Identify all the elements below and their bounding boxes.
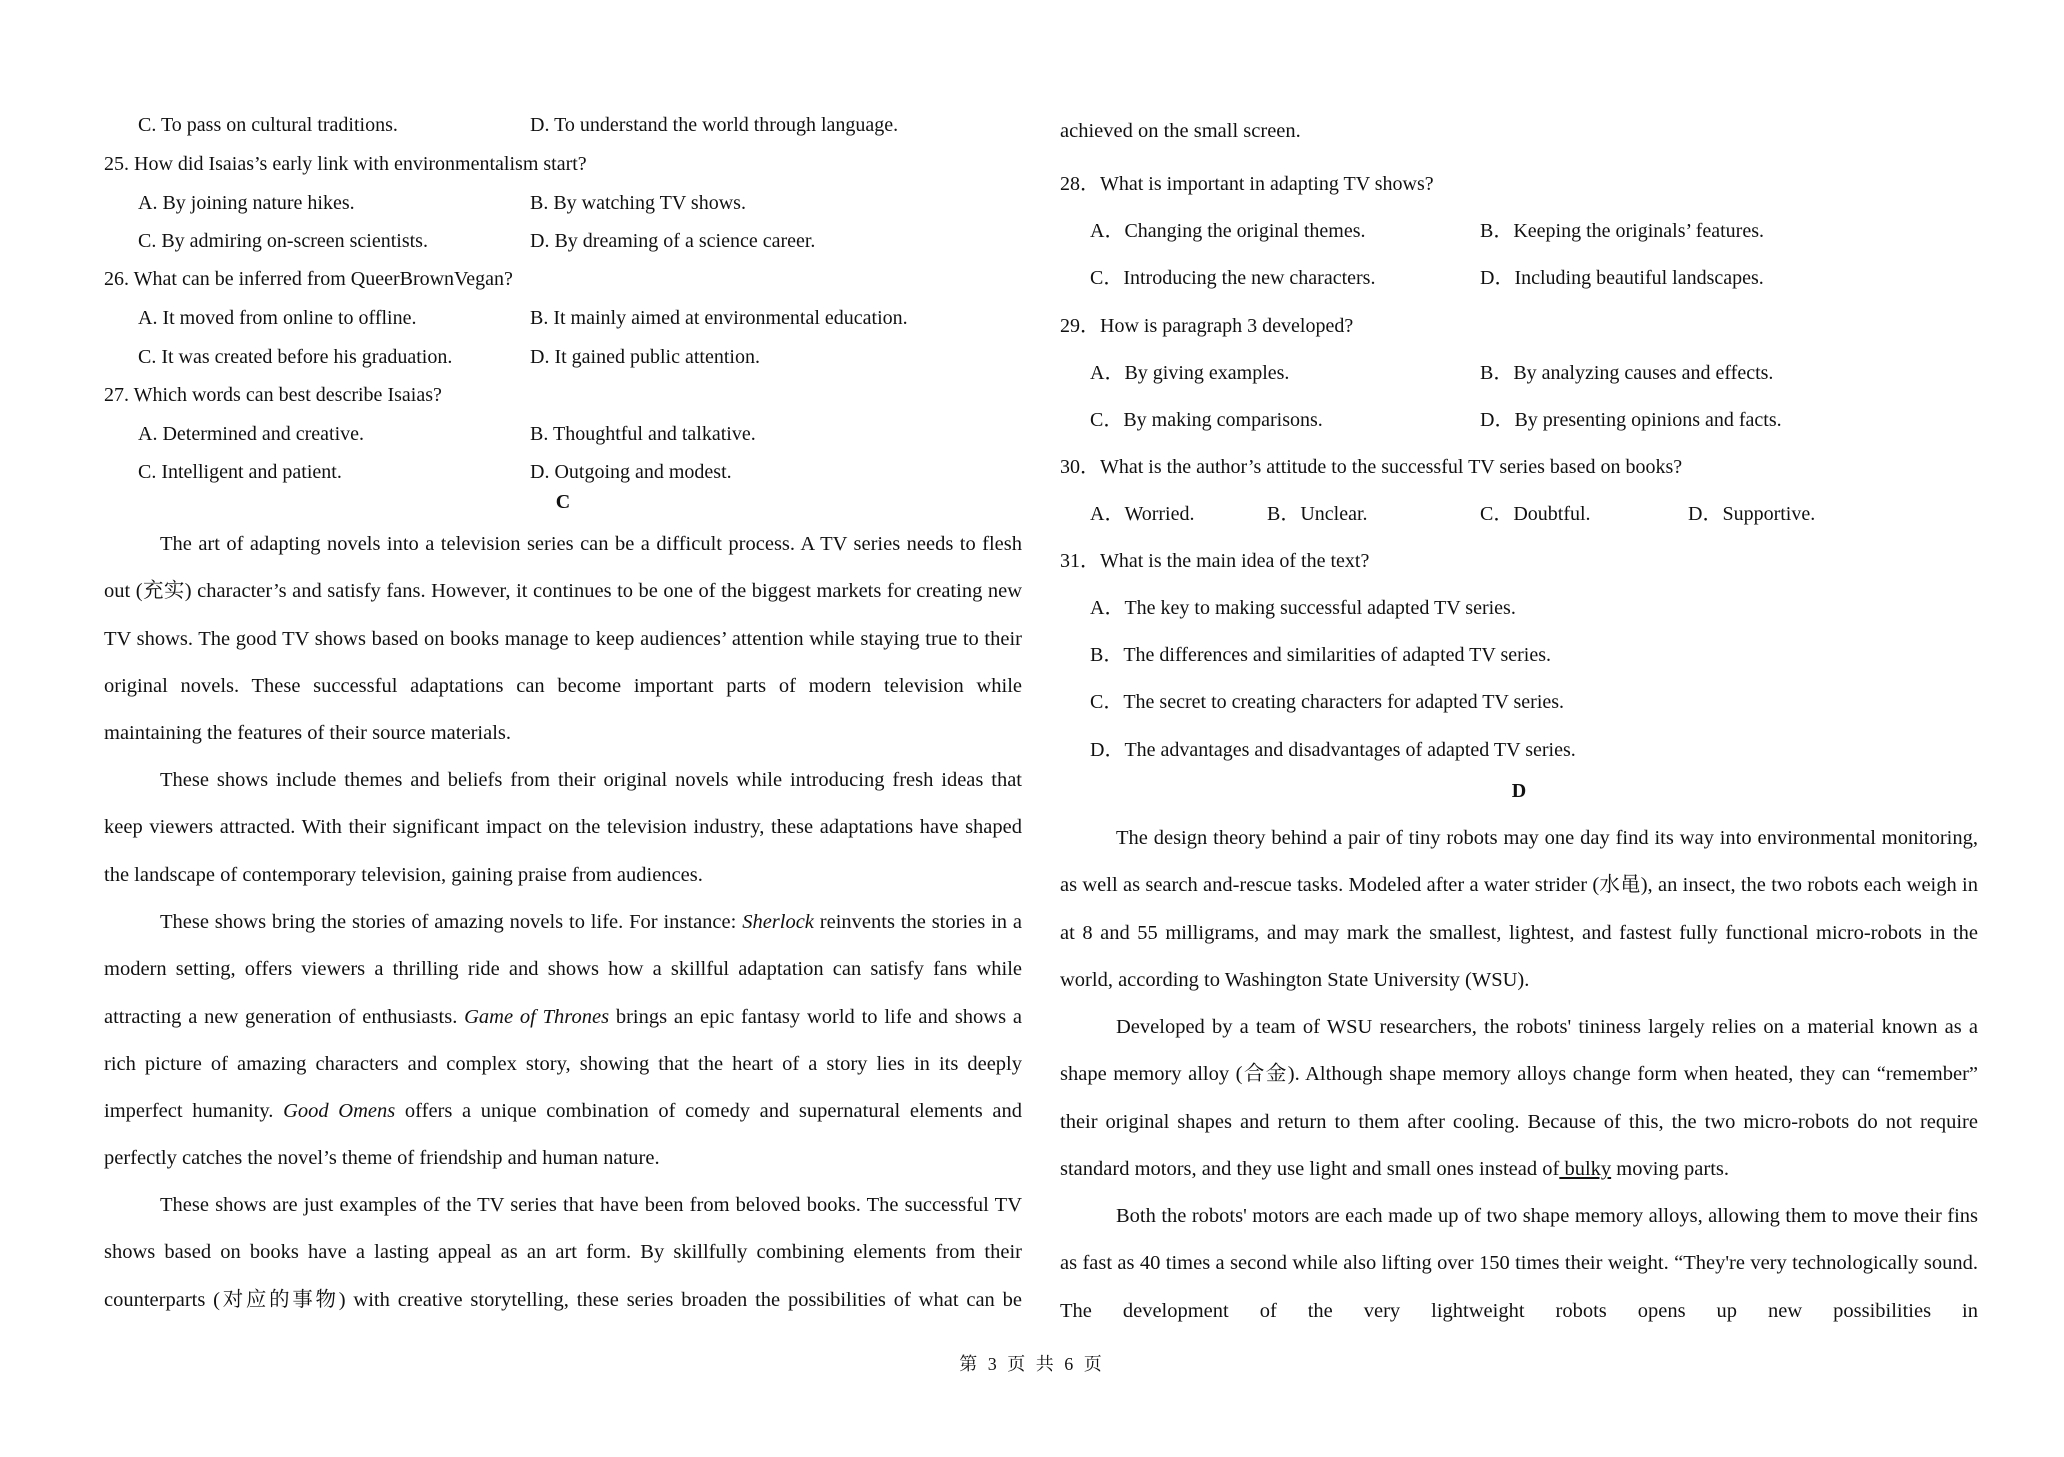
q28-stem: 28．What is important in adapting TV shows? — [1060, 173, 1434, 195]
q31-stem: 31．What is the main idea of the text? — [1060, 550, 1370, 572]
q28-option-a: A．Changing the original themes. — [1090, 220, 1366, 242]
q28-option-b: B．Keeping the originals’ features. — [1480, 220, 1764, 242]
q27-option-d: D. Outgoing and modest. — [530, 461, 732, 483]
q30-stem: 30．What is the author’s attitude to the successful TV series based on books? — [1060, 456, 1683, 478]
q29-option-a: A．By giving examples. — [1090, 362, 1290, 384]
q25-option-a: A. By joining nature hikes. — [138, 192, 355, 214]
q30-option-a: A．Worried. — [1090, 503, 1195, 525]
q27-option-a: A. Determined and creative. — [138, 423, 365, 445]
q25-option-b: B. By watching TV shows. — [530, 192, 746, 214]
q27-stem: 27. Which words can best describe Isaias? — [104, 384, 442, 406]
q26-option-d: D. It gained public attention. — [530, 346, 760, 368]
q26-option-b: B. It mainly aimed at environmental education. — [530, 307, 908, 329]
q29-option-c: C．By making comparisons. — [1090, 409, 1323, 431]
p3-text-c: brings an epic fantasy world to life and shows a rich picture of amazing characters and complex story, showing that the heart of a story lies in its deeply imperfect humanity. — [104, 1005, 1022, 1123]
d2-text-a: Developed by a team of WSU researchers, the robots' tininess largely relies on a material known as a shape memory alloy (合金). Although shape memory alloys change form when heated, they can “remember” their original shapes and return to them after cooling. Because of this, the two micro-robots do not require standard motors, and they use light and small ones instead of — [1060, 1016, 1978, 1180]
q30-option-d: D．Supportive. — [1688, 503, 1816, 525]
title-sherlock: Sherlock — [742, 911, 814, 933]
q24-option-c: C. To pass on cultural traditions. — [138, 114, 398, 136]
q26-option-c: C. It was created before his graduation. — [138, 346, 453, 368]
q30-option-c: C．Doubtful. — [1480, 503, 1591, 525]
q25-stem: 25. How did Isaias’s early link with environmentalism start? — [104, 153, 587, 175]
q28-option-c: C．Introducing the new characters. — [1090, 267, 1376, 289]
q31-option-b: B．The differences and similarities of adapted TV series. — [1090, 644, 1551, 666]
q31-option-a: A．The key to making successful adapted TV series. — [1090, 597, 1516, 619]
passage-c-paragraph-1: The art of adapting novels into a television series can be a difficult process. A TV series needs to flesh out (充实) character’s and satisfy fans. However, it continues to be one of the biggest markets for creating new TV shows. The good TV shows based on books manage to keep audiences’ attention while staying true to their original novels. These successful adaptations can become important parts of modern television while maintaining the features of their source materials. — [104, 533, 1022, 745]
title-game-of-thrones: Game of Thrones — [464, 1005, 610, 1028]
page-footer: 第 3 页 共 6 页 — [959, 1354, 1105, 1374]
p3-text-d: offers a unique combination of comedy and supernatural elements and perfectly catches the novel’s theme of friendship and human nature. — [104, 1100, 1022, 1170]
q27-option-b: B. Thoughtful and talkative. — [530, 423, 756, 445]
title-good-omens: Good Omens — [283, 1100, 396, 1123]
passage-c-paragraph-4: These shows are just examples of the TV series that have been from beloved books. The successful TV shows based on books have a lasting appeal as an art form. By skillfully combining elements from their counterparts (对应的事物) with creative storytelling, these series broaden the possibilities of what can be — [104, 1194, 1022, 1311]
passage-c-paragraph-3 — [104, 899, 1022, 1183]
q27-option-c: C. Intelligent and patient. — [138, 461, 342, 483]
p3-text-a: These shows bring the stories of amazing novels to life. For instance: — [160, 911, 743, 933]
passage-d-paragraph-3: Both the robots' motors are each made up of two shape memory alloys, allowing them to move their fins as fast as 40 times a second while also lifting over 150 times their weight. “They're very technologically sound. The development of the very lightweight robots opens up new possibilities in — [1060, 1205, 1978, 1322]
q30-option-b: B．Unclear. — [1267, 503, 1368, 525]
q28-option-d: D．Including beautiful landscapes. — [1480, 267, 1764, 289]
section-heading-d: D — [1511, 780, 1527, 802]
p3-text-b: reinvents the stories in a modern setting, offers viewers a thrilling ride and shows how a skillful adaptation can satisfy fans while attracting a new generation of enthusiasts. — [104, 911, 1022, 1028]
q31-option-c: C．The secret to creating characters for adapted TV series. — [1090, 691, 1565, 713]
q29-option-b: B．By analyzing causes and effects. — [1480, 362, 1774, 384]
underlined-word-bulky: bulky — [1559, 1157, 1612, 1180]
q29-option-d: D．By presenting opinions and facts. — [1480, 409, 1782, 431]
passage-c-paragraph-2: These shows include themes and beliefs from their original novels while introducing fresh ideas that keep viewers attracted. With their significant impact on the television industry, these adaptations have shaped the landscape of contemporary television, gaining praise from audiences. — [104, 769, 1022, 886]
q25-option-d: D. By dreaming of a science career. — [530, 230, 816, 252]
section-heading-c: C — [555, 491, 571, 513]
q26-stem: 26. What can be inferred from QueerBrownVegan? — [104, 268, 513, 290]
passage-c-paragraph-4-end: achieved on the small screen. — [1060, 120, 1301, 142]
q25-option-c: C. By admiring on-screen scientists. — [138, 230, 428, 252]
q29-stem: 29．How is paragraph 3 developed? — [1060, 315, 1354, 337]
q31-option-d: D．The advantages and disadvantages of adapted TV series. — [1090, 739, 1576, 761]
q24-option-d: D. To understand the world through language. — [530, 114, 899, 136]
passage-d-paragraph-2 — [1060, 1004, 1978, 1193]
d2-text-b: moving parts. — [1611, 1157, 1730, 1180]
passage-d-paragraph-1: The design theory behind a pair of tiny robots may one day find its way into environmental monitoring, as well as search and-rescue tasks. Modeled after a water strider (水黾), an insect, the two robots each weigh in at 8 and 55 milligrams, and may mark the smallest, lightest, and fastest fully functional micro-robots in the world, according to Washington State University (WSU). — [1060, 827, 1978, 991]
q26-option-a: A. It moved from online to offline. — [138, 307, 417, 329]
